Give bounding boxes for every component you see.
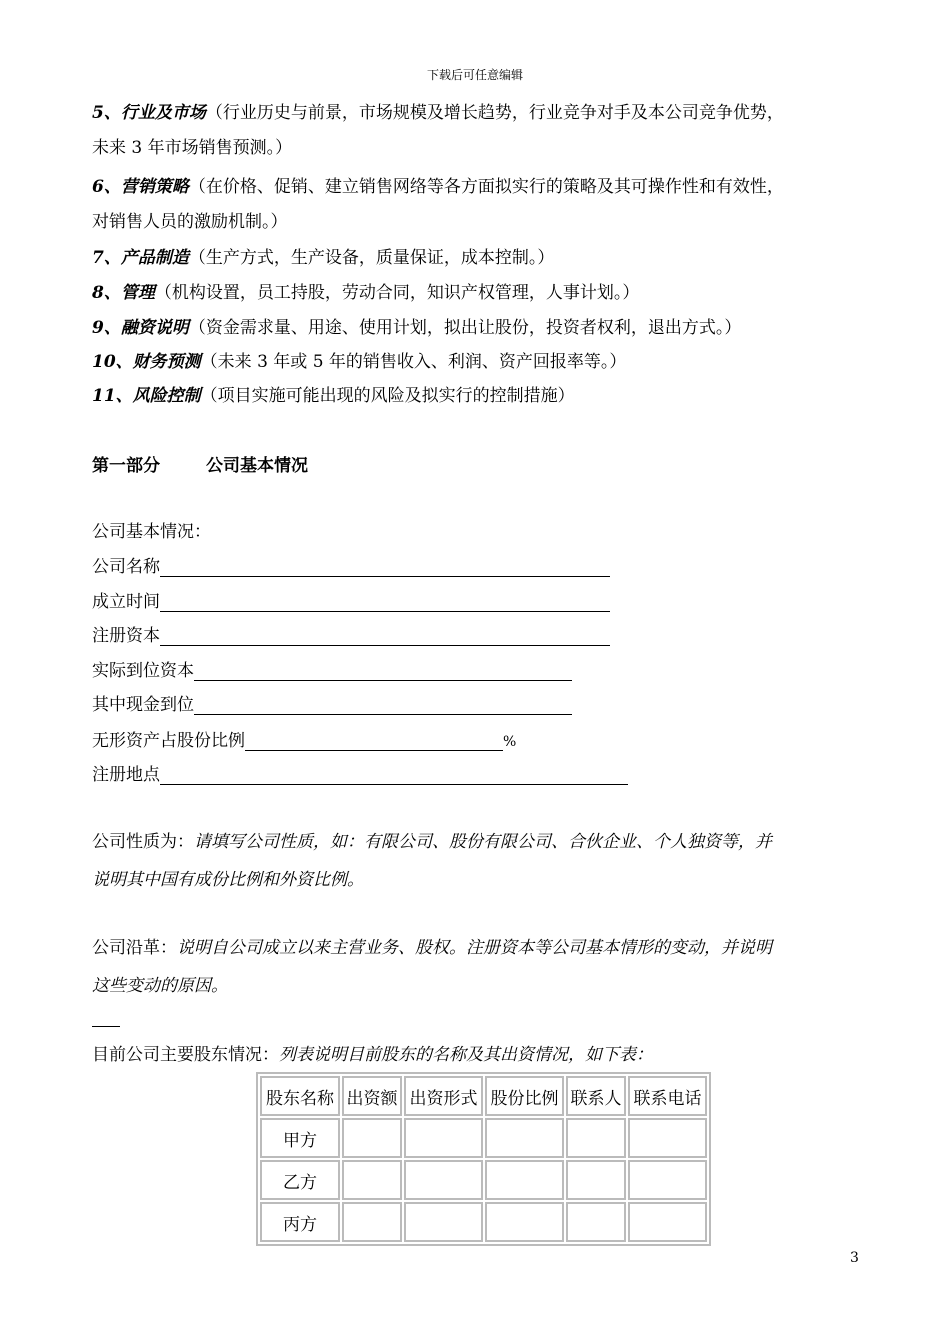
table-row: [260, 1202, 707, 1242]
field-founded-date: 成立时间: [92, 587, 610, 612]
page-header: 下载后可任意编辑: [426, 68, 523, 82]
field-registered-address: 注册地点: [92, 760, 628, 785]
table-header-cell: 出资形式: [404, 1076, 483, 1116]
founded-date-blank[interactable]: [160, 593, 610, 612]
field-paid-in-capital: 实际到位资本: [92, 656, 572, 681]
outline-item-7: 7、产品制造（生产方式，生产设备，质量保证，成本控制。）: [92, 248, 555, 268]
shareholders-label: 目前公司主要股东情况：列表说明目前股东的名称及其出资情况，如下表：: [92, 1045, 653, 1065]
shareholder-name-cell: 丙方: [260, 1202, 340, 1242]
table-cell[interactable]: [404, 1118, 483, 1158]
outline-item-5-cont: 未来 3 年市场销售预测。）: [92, 138, 293, 158]
shareholder-name-cell: 乙方: [260, 1160, 340, 1200]
table-header-cell: 联系电话: [628, 1076, 707, 1116]
field-intangible-ratio: 无形资产占股份比例 %: [92, 731, 517, 751]
page-number: 3: [850, 1250, 859, 1266]
field-registered-capital: 注册资本: [92, 621, 610, 646]
table-header-row: [260, 1076, 707, 1116]
shareholder-name-cell: 甲方: [260, 1118, 340, 1158]
table-cell[interactable]: [485, 1118, 564, 1158]
company-nature-line2: 说明其中国有成份比例和外资比例。: [92, 870, 364, 890]
table-row: [260, 1118, 707, 1158]
outline-item-5: 5、行业及市场（行业历史与前景，市场规模及增长趋势，行业竞争对手及本公司竞争优势，: [92, 103, 784, 123]
table-header-cell: 股份比例: [485, 1076, 564, 1116]
registered-address-blank[interactable]: [160, 766, 628, 785]
cash-paid-in-blank[interactable]: [194, 696, 572, 715]
table-cell[interactable]: [628, 1118, 707, 1158]
company-name-blank[interactable]: [160, 558, 610, 577]
outline-item-10: 10、财务预测（未来 3 年或 5 年的销售收入、利润、资产回报率等。）: [92, 352, 627, 372]
field-cash-paid-in: 其中现金到位: [92, 690, 572, 715]
table-cell[interactable]: [485, 1160, 564, 1200]
table-cell[interactable]: [628, 1202, 707, 1242]
company-history-line2: 这些变动的原因。: [92, 976, 228, 996]
table-header-cell: 联系人: [566, 1076, 626, 1116]
outline-item-6-cont: 对销售人员的激励机制。）: [92, 212, 288, 232]
table-cell[interactable]: [342, 1160, 402, 1200]
divider: [92, 1026, 120, 1027]
shareholders-table: [256, 1072, 711, 1246]
outline-item-8: 8、管理（机构设置，员工持股，劳动合同，知识产权管理，人事计划。）: [92, 283, 640, 303]
outline-item-9: 9、融资说明（资金需求量、用途、使用计划，拟出让股份，投资者权利，退出方式。）: [92, 318, 742, 338]
basic-info-label: 公司基本情况：: [92, 522, 211, 542]
company-nature-line1: 公司性质为：请填写公司性质，如：有限公司、股份有限公司、合伙企业、个人独资等，并: [92, 832, 772, 852]
table-cell[interactable]: [485, 1202, 564, 1242]
table-cell[interactable]: [566, 1160, 626, 1200]
table-row: [260, 1160, 707, 1200]
table-cell[interactable]: [566, 1202, 626, 1242]
intangible-ratio-blank[interactable]: [245, 732, 503, 751]
table-cell[interactable]: [342, 1118, 402, 1158]
table-cell[interactable]: [404, 1202, 483, 1242]
section-heading: 第一部分 公司基本情况: [92, 456, 308, 476]
table-cell[interactable]: [342, 1202, 402, 1242]
outline-item-11: 11、风险控制（项目实施可能出现的风险及拟实行的控制措施）: [92, 386, 575, 406]
field-company-name: 公司名称: [92, 552, 610, 577]
registered-capital-blank[interactable]: [160, 627, 610, 646]
table-header-cell: 股东名称: [260, 1076, 340, 1116]
paid-in-capital-blank[interactable]: [194, 662, 572, 681]
table-cell[interactable]: [566, 1118, 626, 1158]
table-cell[interactable]: [628, 1160, 707, 1200]
outline-item-6: 6、营销策略（在价格、促销、建立销售网络等各方面拟实行的策略及其可操作性和有效性，: [92, 177, 784, 197]
table-header-cell: 出资额: [342, 1076, 402, 1116]
table-cell[interactable]: [404, 1160, 483, 1200]
company-history-line1: 公司沿革：说明自公司成立以来主营业务、股权。注册资本等公司基本情形的变动，并说明: [92, 938, 772, 958]
